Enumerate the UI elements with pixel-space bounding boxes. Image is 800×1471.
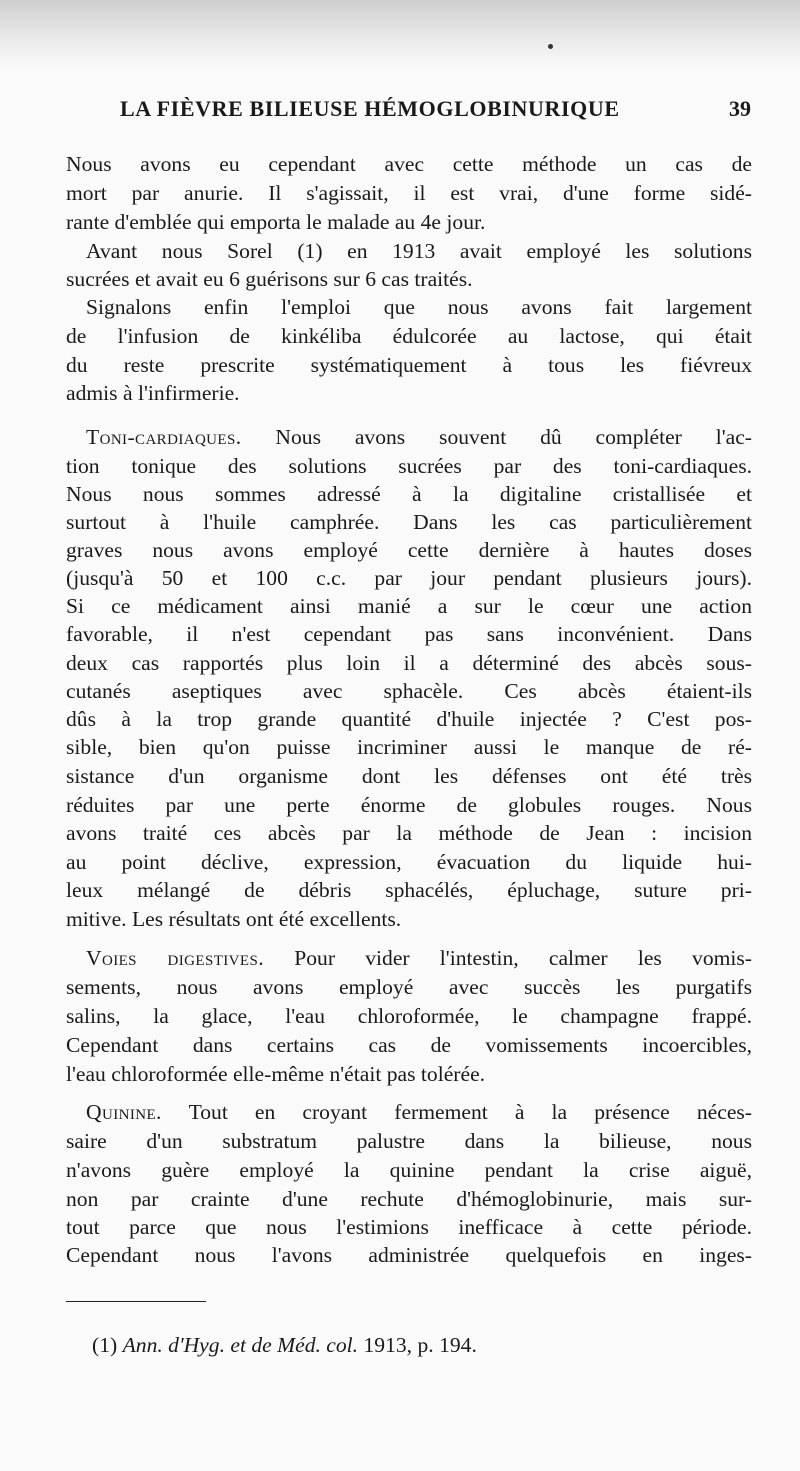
text-line: sucrées et avait eu 6 guérisons sur 6 cas traités. <box>66 267 473 291</box>
footnote <box>92 1332 477 1359</box>
text-line: sements, nous avons employé avec succès les purgatifs <box>66 975 752 999</box>
line-text: Tout en croyant fermement à la présence néces- <box>188 1100 752 1124</box>
text-line: sible, bien qu'on puisse incriminer aussi le manque de ré- <box>66 735 752 759</box>
print-speck <box>548 44 553 49</box>
line-text: Pour vider l'intestin, calmer les vomis- <box>294 946 753 970</box>
text-line: réduites par une perte énorme de globules rouges. Nous <box>66 793 752 817</box>
section-heading-voies-digestives: Voies digestives. <box>86 946 264 970</box>
text-line: de l'infusion de kinkéliba édulcorée au lactose, qui était <box>66 324 752 348</box>
text-line <box>66 209 752 236</box>
page-number: 39 <box>729 96 751 121</box>
footnote-rule <box>66 1301 206 1302</box>
section-heading-quinine: Quinine. <box>86 1100 162 1124</box>
text-line: sistance d'un organisme dont les défenses ont été très <box>66 764 752 788</box>
text-line: graves nous avons employé cette dernière à hautes doses <box>66 538 752 562</box>
text-line: Cependant nous l'avons administrée quelquefois en inges- <box>66 1243 752 1267</box>
text-line: avons traité ces abcès par la méthode de Jean : incision <box>66 821 752 845</box>
text-line: mitive. Les résultats ont été excellents. <box>66 907 402 931</box>
text-line: admis à l'infirmerie. <box>66 381 240 405</box>
text-line: Nous avons eu cependant avec cette méthode un cas de <box>66 152 752 176</box>
text-line: Si ce médicament ainsi manié a sur le cœur une action <box>66 594 752 618</box>
footnote-citation: 1913, p. 194. <box>363 1333 477 1357</box>
section-heading-toni-cardiaques: Toni-cardiaques. <box>86 425 242 449</box>
text-line: non par crainte d'une rechute d'hémoglobinurie, mais sur- <box>66 1187 752 1211</box>
text-line: n'avons guère employé la quinine pendant la crise aiguë, <box>66 1158 752 1182</box>
text-line: leux mélangé de débris sphacélés, épluchage, suture pri- <box>66 878 752 902</box>
text-line: Signalons enfin l'emploi que nous avons fait largement <box>86 295 752 319</box>
text-line: l'eau chloroformée elle-même n'était pas tolérée. <box>66 1062 486 1086</box>
text-line: surtout à l'huile camphrée. Dans les cas particulièrement <box>66 510 752 534</box>
text-line: tion tonique des solutions sucrées par des toni-cardiaques. <box>66 454 752 478</box>
text-line <box>66 1099 752 1126</box>
text-line: dûs à la trop grande quantité d'huile injectée ? C'est pos- <box>66 707 752 731</box>
text-line: du reste prescrite systématiquement à tous les fiévreux <box>66 353 752 377</box>
text-line: (jusqu'à 50 et 100 c.c. par jour pendant plusieurs jours). <box>66 566 752 590</box>
footnote-marker: (1) <box>92 1333 118 1357</box>
text-line: Cependant dans certains cas de vomissements incoercibles, <box>66 1033 752 1057</box>
running-title: LA FIÈVRE BILIEUSE HÉMOGLOBINURIQUE <box>120 96 620 121</box>
text-line: salins, la glace, l'eau chloroformée, le champagne frappé. <box>66 1004 752 1028</box>
text-line <box>66 424 752 451</box>
text-line: deux cas rapportés plus loin il a déterminé des abcès sous- <box>66 651 752 675</box>
text-line <box>66 945 752 972</box>
line-text: Nous avons souvent dû compléter l'ac- <box>275 425 752 449</box>
text-line: saire d'un substratum palustre dans la bilieuse, nous <box>66 1129 752 1153</box>
line-text: rante d'emblée qui emporta le malade au 4e jour. <box>66 210 486 234</box>
text-line: au point déclive, expression, évacuation du liquide hui- <box>66 850 752 874</box>
footnote-journal-title: Ann. d'Hyg. et de Méd. col. <box>122 1333 359 1357</box>
text-line: mort par anurie. Il s'agissait, il est vrai, d'une forme sidé- <box>66 181 752 205</box>
text-line: Nous nous sommes adressé à la digitaline cristallisée et <box>66 482 752 506</box>
text-line: cutanés aseptiques avec sphacèle. Ces abcès étaient-ils <box>66 679 752 703</box>
page-top-shading <box>0 0 800 70</box>
text-line: Avant nous Sorel (1) en 1913 avait employé les solutions <box>86 239 752 263</box>
text-line: favorable, il n'est cependant pas sans inconvénient. Dans <box>66 622 752 646</box>
text-line: tout parce que nous l'estimions inefficace à cette période. <box>66 1215 752 1239</box>
